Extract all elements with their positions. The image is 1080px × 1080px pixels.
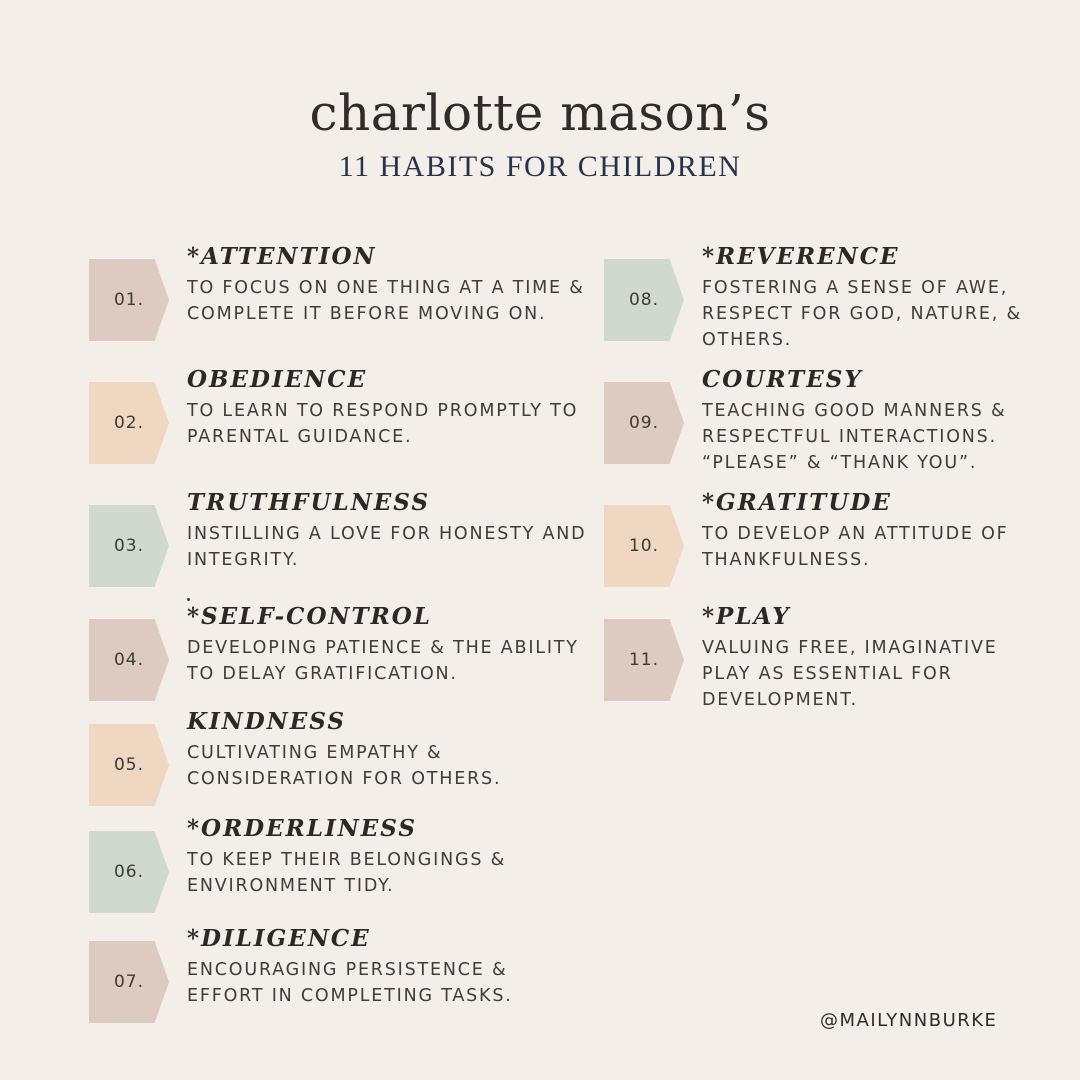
habit-description: FOSTERING A SENSE OF AWE, RESPECT FOR GOD, NATURE, & OTHERS. (702, 278, 1022, 350)
habit-number: 01. (113, 290, 145, 310)
habit-title: *REVERENCE (702, 243, 900, 270)
habit-title: TRUTHFULNESS (187, 489, 430, 516)
habit-title: *ATTENTION (187, 243, 377, 270)
page-title: charlotte mason’s (309, 84, 771, 142)
habit-description: CULTIVATING EMPATHY & CONSIDERATION FOR OTHERS. (187, 743, 502, 789)
habit-description: TO KEEP THEIR BELONGINGS & ENVIRONMENT TIDY. (187, 850, 507, 896)
habit-number: 09. (628, 413, 660, 433)
habit-title: COURTESY (702, 366, 863, 393)
habit-number: 10. (628, 536, 660, 556)
habit-title: KINDNESS (187, 708, 346, 735)
habit-number: 02. (113, 413, 145, 433)
habit-title: OBEDIENCE (187, 366, 368, 393)
habit-title: *SELF-CONTROL (187, 603, 432, 630)
habit-description: DEVELOPING PATIENCE & THE ABILITY TO DELAY GRATIFICATION. (187, 638, 579, 684)
habit-number: 05. (113, 755, 145, 775)
habit-description: ENCOURAGING PERSISTENCE & EFFORT IN COMPLETING TASKS. (187, 960, 513, 1006)
habit-description: VALUING FREE, IMAGINATIVE PLAY AS ESSENTIAL FOR DEVELOPMENT. (702, 638, 998, 710)
habit-number: 03. (113, 536, 145, 556)
habit-title: *ORDERLINESS (187, 815, 417, 842)
habit-description: INSTILLING A LOVE FOR HONESTY AND INTEGRITY. (187, 524, 587, 570)
habit-description: TO FOCUS ON ONE THING AT A TIME & COMPLETE IT BEFORE MOVING ON. (187, 278, 585, 324)
habit-title: *GRATITUDE (702, 489, 892, 516)
habit-description: TO LEARN TO RESPOND PROMPTLY TO PARENTAL GUIDANCE. (187, 401, 579, 447)
habit-title: *DILIGENCE (187, 925, 371, 952)
habit-number: 11. (628, 650, 660, 670)
stray-dot (187, 598, 190, 601)
habit-number: 04. (113, 650, 145, 670)
habit-title: *PLAY (702, 603, 791, 630)
habit-number: 08. (628, 290, 660, 310)
habit-description: TO DEVELOP AN ATTITUDE OF THANKFULNESS. (702, 524, 1009, 570)
page-subtitle: 11 HABITS FOR CHILDREN (338, 150, 742, 183)
social-handle: @MAILYNNBURKE (820, 1010, 998, 1031)
habit-number: 07. (113, 972, 145, 992)
habit-description: TEACHING GOOD MANNERS & RESPECTFUL INTERACTIONS. “PLEASE” & “THANK YOU”. (702, 401, 1007, 473)
habit-number: 06. (113, 862, 145, 882)
